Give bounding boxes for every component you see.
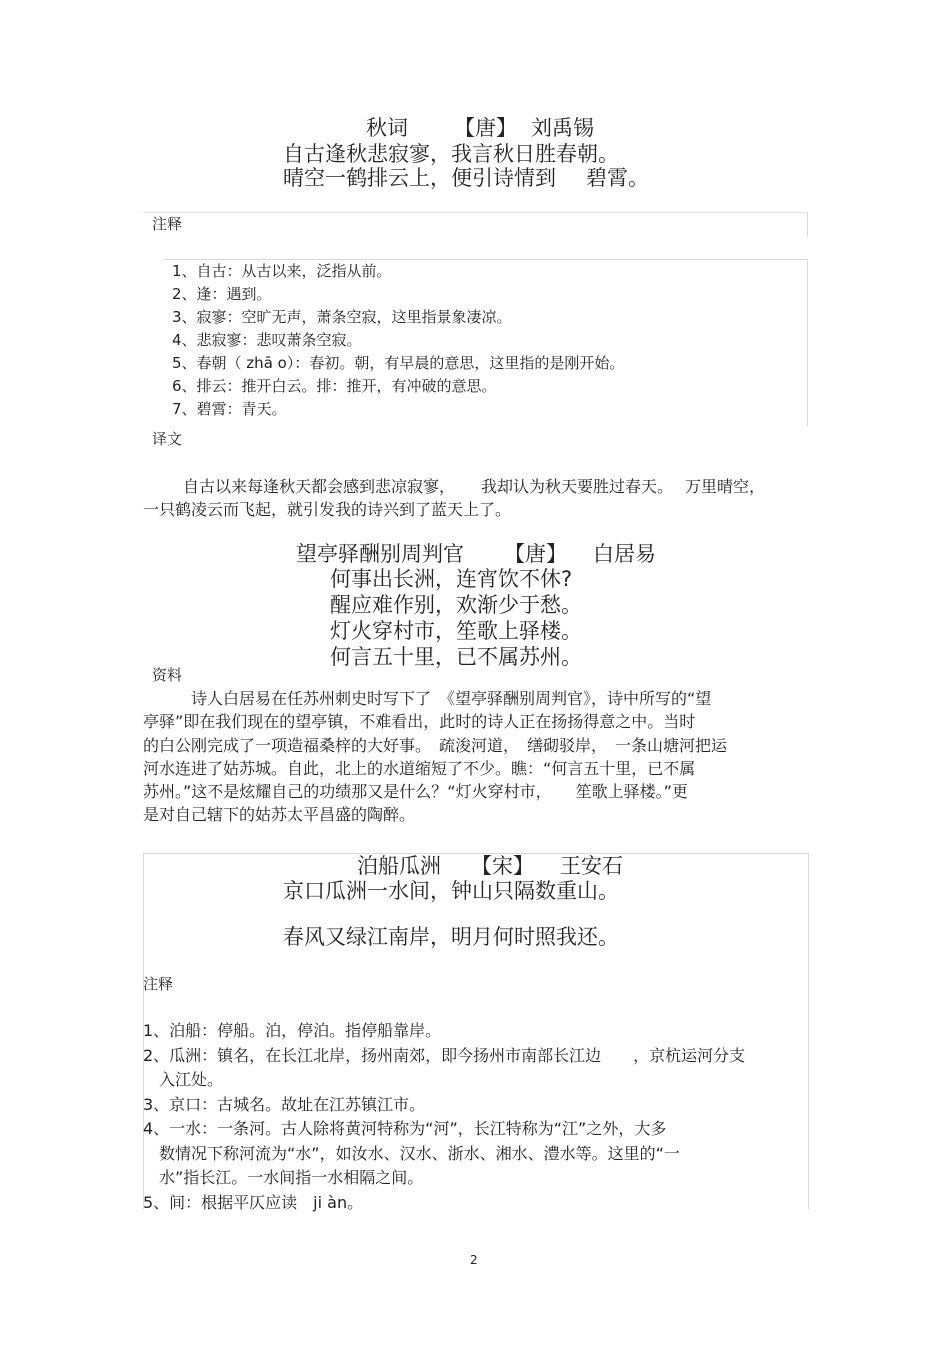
poem1-author: 刘禹锡 — [531, 116, 594, 140]
notes1-heading: 注释 — [152, 215, 183, 233]
notes1-item: 6、排云：推开白云。排：推开，有冲破的意思。 — [172, 377, 497, 395]
page-number: 2 — [470, 1253, 478, 1267]
poem1-line2-part1: 晴空一鹤排云上，便引诗情到 — [283, 166, 556, 190]
poem1-dynasty: 【唐】 — [454, 116, 517, 140]
notes3-item: 3、京口：古城名。故址在江苏镇江市。 — [143, 1094, 426, 1114]
notes1-item: 5、春朝（ zhā o）：春初。朝，有早晨的意思，这里指的是刚开始。 — [172, 354, 625, 372]
poem2-author: 白居易 — [593, 542, 656, 566]
notes1-header-box — [143, 212, 808, 237]
poem3-title-line — [357, 853, 623, 879]
translation1-line2: 一只鹤凌云而飞起，就引发我的诗兴到了蓝天上了。 — [143, 500, 512, 519]
notes3-item: 水”指长江。一水间指一水相隔之间。 — [143, 1168, 424, 1187]
material2-line: 苏州。”这不是炫耀自己的功绩那又是什么？“灯火穿村市， 笙歌上驿楼。”更 — [143, 782, 688, 802]
poem3-dynasty: 【宋】 — [471, 854, 534, 878]
notes3-heading: 注释 — [143, 975, 174, 993]
notes1-item: 3、寂寥：空旷无声，萧条空寂，这里指景象凄凉。 — [172, 308, 512, 326]
notes1-item: 1、自古：从古以来，泛指从前。 — [172, 262, 392, 280]
poem2-lines — [330, 566, 582, 670]
notes1-item: 2、逢：遇到。 — [172, 285, 272, 303]
translation1-line1 — [183, 475, 765, 498]
poem1-line1: 自古逢秋悲寂寥，我言秋日胜春朝。 — [283, 142, 619, 166]
material2-heading: 资料 — [152, 666, 183, 684]
poem3-line1: 京口瓜洲一水间，钟山只隔数重山。 — [283, 879, 619, 903]
poem1-title-line — [366, 115, 594, 141]
material2-line: 亭驿”即在我们现在的望亭镇，不难看出，此时的诗人正在扬扬得意之中。当时 — [143, 712, 696, 732]
translation1-part1: 自古以来每逢秋天都会感到悲凉寂寥， — [183, 477, 456, 496]
notes1-list — [172, 260, 624, 421]
notes3-item: 数情况下称河流为“水”，如汝水、汉水、浙水、湘水、澧水等。这里的“一 — [143, 1143, 680, 1163]
material2-paragraph — [143, 687, 727, 827]
material2-line: 的白公刚完成了一项造福桑梓的大好事。 疏浚河道， 缮砌驳岸， 一条山塘河把运 — [143, 735, 728, 755]
poem2-title-line — [296, 541, 656, 567]
poem1-line2 — [283, 165, 649, 191]
notes3-item: 入江处。 — [143, 1070, 224, 1089]
translation1-part2: 我却认为秋天要胜过春天。 — [481, 477, 674, 496]
poem2-line: 醒应难作别，欢渐少于愁。 — [330, 593, 582, 617]
notes3-item: 5、间：根据平仄应读 ji àn。 — [143, 1192, 364, 1212]
poem1-line2-part2: 碧霄 — [586, 166, 628, 190]
material2-line: 是对自己辖下的姑苏太平昌盛的陶醉。 — [143, 805, 416, 825]
poem2-line: 何言五十里，已不属苏州。 — [330, 645, 582, 669]
notes3-item: 2、瓜洲：镇名，在长江北岸，扬州南郊，即今扬州市南部长江边 ，京杭运河分支 — [143, 1045, 746, 1065]
notes3-list — [143, 1019, 745, 1215]
notes1-item: 7、碧霄：青天。 — [172, 400, 287, 418]
poem1-title: 秋词 — [366, 116, 408, 140]
notes1-item: 4、悲寂寥：悲叹萧条空寂。 — [172, 331, 362, 349]
notes3-item: 1、泊船：停船。泊，停泊。指停船靠岸。 — [143, 1021, 442, 1040]
poem3-author: 王安石 — [560, 854, 623, 878]
poem3-title: 泊船瓜洲 — [357, 854, 441, 878]
poem2-dynasty: 【唐】 — [504, 542, 567, 566]
translation1-part3: 万里晴空， — [685, 477, 766, 496]
poem1-line2-part3: 。 — [628, 166, 649, 190]
poem2-title: 望亭驿酬别周判官 — [296, 542, 464, 566]
material2-line: 河水连进了姑苏城。自此，北上的水道缩短了不少。瞧：“何言五十里，已不属 — [143, 758, 696, 778]
material2-line — [143, 687, 727, 710]
poem2-line: 灯火穿村市，笙歌上驿楼。 — [330, 619, 582, 643]
poem3-line2: 春风又绿江南岸，明月何时照我还。 — [283, 925, 619, 949]
poem2-line: 何事出长洲，连宵饮不休? — [330, 567, 573, 591]
material2-line-text: 诗人白居易在任苏州刺史时写下了 《望亭驿酬别周判官》，诗中所写的“望 — [191, 689, 712, 708]
notes3-item: 4、一水：一条河。古人除将黄河特称为“河”，长江特称为“江”之外，大多 — [143, 1119, 667, 1138]
translation1-heading: 译文 — [152, 430, 183, 448]
